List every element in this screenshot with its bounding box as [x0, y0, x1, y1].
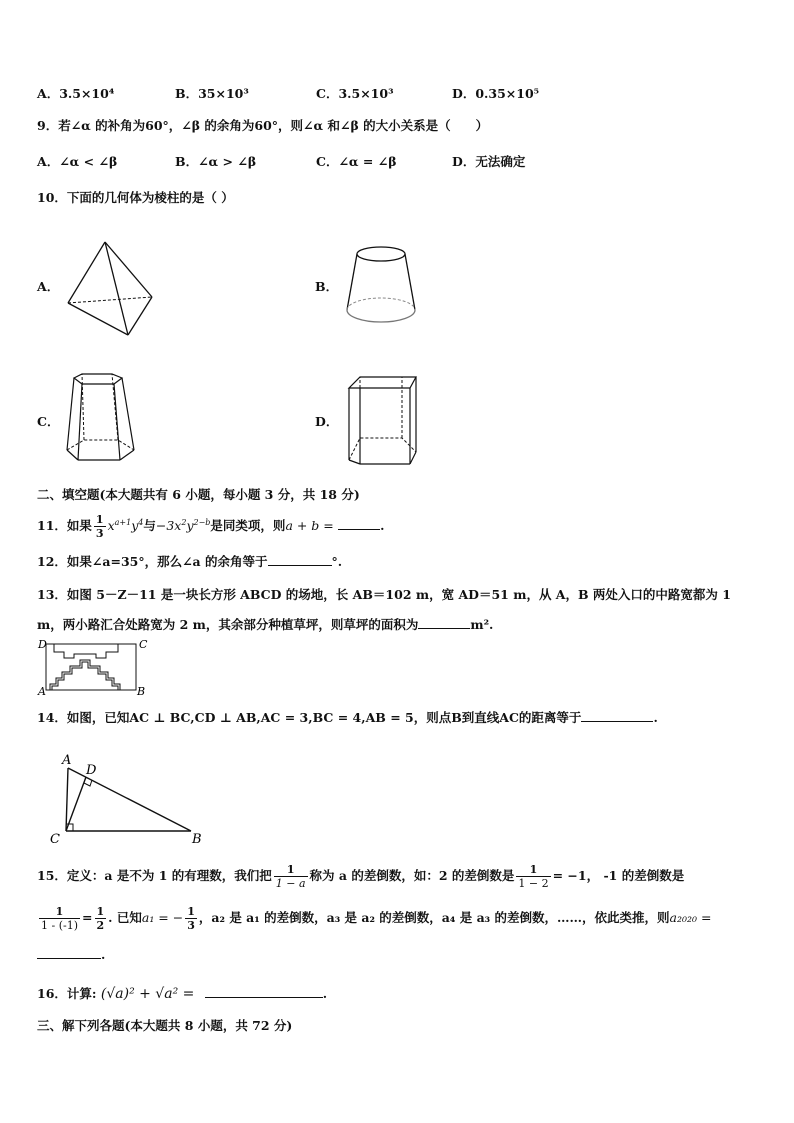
q11-expr: a + b =	[285, 518, 334, 534]
q9-option-d: D．无法确定	[452, 154, 526, 169]
q11-answer-blank[interactable]	[338, 517, 380, 530]
q15-fraction-half: $\frac{1}{2}$	[96, 905, 105, 932]
q10-label-a: A．	[37, 279, 60, 294]
q13-answer-blank[interactable]	[418, 616, 470, 629]
fig14-label-d: D	[86, 763, 97, 778]
fig13-label-a: A	[38, 685, 46, 698]
q11-fraction: $\frac{1}{3}$	[95, 513, 104, 541]
right-triangle-figure	[46, 750, 216, 848]
q9-option-b: B．∠α > ∠β	[175, 154, 257, 169]
q13-line1: 13．如图 5－Z－11 是一块长方形 ABCD 的场地，长 AB＝102 m，宽 AD＝51 m，从 A，B 两处入口的中路宽都为 1	[37, 587, 731, 602]
q12-answer-blank[interactable]	[268, 553, 332, 566]
fig14-label-b: B	[192, 832, 202, 847]
q8-option-d: D．0.35×10⁵	[452, 86, 540, 101]
fig13-label-d: D	[38, 638, 47, 651]
q12: 12．如果∠a=35°，那么∠a 的余角等于 °.	[37, 554, 343, 569]
q16-expr: (√a)² + √a² =	[100, 986, 195, 1002]
field-path-figure	[36, 638, 156, 696]
q14-text: 14．如图，已知AC ⊥ BC,CD ⊥ AB,AC = 3,BC = 4,AB = 5，则点B到直线AC的距离等于	[37, 710, 582, 725]
q10-label-c: C．	[37, 414, 60, 429]
hexagonal-prism-figure	[344, 374, 424, 468]
q12-text: 12．如果∠a=35°，那么∠a 的余角等于	[37, 554, 268, 569]
fig13-label-b: B	[137, 685, 146, 698]
q15-fraction-example: $\frac{1}{1 - 2}$	[518, 863, 549, 890]
q15-line2: $\frac{1}{1 - (-1)}$ = $\frac{1}{2}$ . 已知a₁ = − $\frac{1}{3}$ ，a₂ 是 a₁ 的差倒数，a₃ 是 a₂ 的差倒数，a₄ 是 a₃ 的差倒数，……，依此类推，则a₂₀₂₀ =	[41, 905, 712, 932]
q13-line2: m，两小路汇合处路宽为 2 m，其余部分种植草坪，则草坪的面积为 m².	[37, 617, 494, 632]
q15-fraction-third: $\frac{1}{3}$	[187, 905, 195, 932]
section-3-heading: 三、解下列各题(本大题共 8 小题，共 72 分)	[37, 1018, 293, 1033]
q8-option-a: A．3.5×10⁴	[37, 86, 115, 101]
fig13-label-c: C	[139, 638, 148, 651]
q9-stem: 9．若∠α 的补角为60°，∠β 的余角为60°，则∠α 和∠β 的大小关系是（ ）	[37, 118, 489, 133]
q15-fraction-def: $\frac{1}{1 - a}$	[275, 863, 306, 890]
q15-line1: 15．定义：a 是不为 1 的有理数，我们把 $\frac{1}{1 - a}$ 称为 a 的差倒数，如：2 的差倒数是 $\frac{1}{1 - 2}$ = −1， -1 的差倒数是	[37, 863, 685, 890]
q10-stem: 10．下面的几何体为棱柱的是（ ）	[37, 190, 234, 205]
q10-label-b: B．	[315, 279, 339, 294]
frustum-cone-figure	[343, 244, 423, 326]
q9-option-a: A．∠α < ∠β	[37, 154, 118, 169]
q8-option-c: C．3.5×10³	[316, 86, 394, 101]
q16-answer-blank[interactable]	[205, 985, 323, 998]
q16: 16．计算: (√a)² + √a² = .	[37, 986, 328, 1002]
fig14-label-a: A	[62, 753, 72, 768]
q10-label-d: D．	[315, 414, 339, 429]
q11-after: 是同类项，则	[210, 518, 286, 534]
q15-fraction-neg1: $\frac{1}{1 - (-1)}$	[41, 905, 79, 932]
q11: 11．如果 $\frac{1}{3}$ $x^{a+1}y^4$与$-3x^2y^{2-b}$是同类项，则a + b = .	[37, 513, 385, 541]
section-2-heading: 二、填空题(本大题共有 6 小题，每小题 3 分，共 18 分)	[37, 487, 360, 502]
q8-option-b: B．35×10³	[175, 86, 249, 101]
tetrahedron-figure	[60, 238, 160, 338]
q9-option-c: C．∠α = ∠β	[316, 154, 397, 169]
q14-answer-blank[interactable]	[581, 709, 653, 722]
q11-mid: 与	[143, 518, 156, 534]
q15-answer-blank[interactable]	[37, 946, 101, 959]
hexagonal-frustum-figure	[62, 372, 142, 468]
q15-line3: .	[37, 946, 105, 962]
fig14-label-c: C	[50, 832, 60, 847]
q11-prefix: 11．如果	[37, 518, 92, 534]
q14: 14．如图，已知AC ⊥ BC,CD ⊥ AB,AC = 3,BC = 4,AB = 5，则点B到直线AC的距离等于 .	[37, 710, 658, 725]
